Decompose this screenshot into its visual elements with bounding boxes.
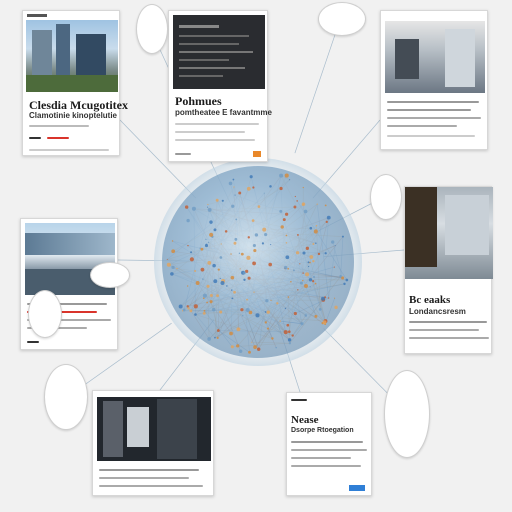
network-node: [304, 284, 308, 288]
network-node: [280, 320, 281, 321]
network-node: [314, 315, 317, 318]
article-card-bottom-left[interactable]: [92, 390, 214, 496]
network-node: [285, 255, 289, 259]
text-line: [29, 137, 41, 139]
network-node: [203, 297, 205, 299]
network-node: [279, 174, 283, 178]
network-node: [205, 239, 206, 240]
network-node: [213, 279, 217, 283]
network-node: [286, 235, 288, 237]
network-node: [276, 302, 278, 304]
text-line: [291, 465, 361, 467]
network-node: [312, 243, 314, 245]
network-node: [231, 297, 233, 299]
network-node: [342, 236, 344, 238]
network-node: [264, 233, 267, 236]
network-node: [233, 186, 234, 187]
network-node: [284, 330, 288, 334]
card-subtitle: Londancsresm: [409, 307, 466, 316]
network-node: [207, 261, 211, 265]
network-node: [253, 262, 254, 263]
text-line: [387, 109, 471, 111]
network-node: [316, 225, 317, 226]
text-line: [29, 125, 89, 127]
network-node: [214, 337, 216, 339]
network-node: [222, 200, 224, 202]
network-node: [306, 247, 309, 250]
network-node: [210, 294, 213, 297]
network-node: [199, 247, 200, 248]
network-node: [302, 202, 306, 206]
network-node: [288, 330, 291, 333]
text-line-red: [47, 137, 69, 139]
network-node: [210, 300, 213, 303]
network-node: [231, 289, 232, 290]
network-node: [334, 266, 335, 267]
text-line: [27, 341, 39, 343]
text-line: [409, 337, 489, 339]
network-node: [312, 260, 314, 262]
network-node: [279, 210, 282, 213]
network-node: [252, 186, 254, 188]
network-node: [207, 207, 208, 208]
network-node: [321, 297, 325, 301]
network-node: [291, 334, 293, 336]
network-node: [335, 245, 336, 246]
node-bubble-2[interactable]: [318, 2, 366, 36]
building-photo: [26, 20, 118, 92]
network-node: [252, 262, 256, 266]
network-node: [239, 253, 240, 254]
network-node: [187, 245, 188, 246]
network-node: [220, 256, 223, 259]
text-line: [175, 153, 191, 155]
network-node: [226, 285, 227, 286]
network-node: [250, 175, 253, 178]
network-node: [235, 219, 237, 221]
text-line: [99, 469, 199, 471]
network-node: [243, 272, 246, 275]
network-node: [209, 233, 213, 237]
network-node: [313, 276, 315, 278]
network-node: [167, 259, 168, 260]
network-node: [167, 263, 171, 267]
network-node: [225, 230, 228, 233]
network-node: [286, 324, 289, 327]
network-node: [243, 279, 245, 281]
text-line: [387, 101, 479, 103]
network-node: [281, 225, 284, 228]
text-line: [99, 485, 203, 487]
network-node: [304, 210, 308, 214]
network-node: [310, 286, 311, 287]
network-node: [182, 310, 183, 311]
network-node: [201, 268, 205, 272]
card-title: Bc eaaks: [409, 294, 451, 306]
network-node: [312, 280, 314, 282]
network-node: [285, 213, 288, 216]
network-node: [203, 294, 207, 298]
article-card-right-mid[interactable]: [404, 186, 492, 354]
article-card-top-center[interactable]: [168, 10, 272, 162]
text-line: [409, 321, 487, 323]
network-node: [257, 347, 260, 350]
network-node: [246, 308, 250, 312]
network-node: [325, 252, 327, 254]
network-node: [171, 266, 174, 269]
card-subtitle: pomtheatee E favantmme: [175, 108, 272, 117]
network-node: [187, 305, 189, 307]
network-node: [220, 281, 224, 285]
network-node: [326, 221, 328, 223]
network-node: [285, 308, 286, 309]
network-node: [302, 280, 303, 281]
network-node: [309, 255, 313, 259]
network-node: [234, 194, 235, 195]
network-node: [275, 347, 277, 349]
network-node: [231, 276, 235, 280]
network-node: [248, 236, 250, 238]
node-bubble-3[interactable]: [370, 174, 402, 220]
network-node: [297, 289, 298, 290]
network-node: [203, 312, 206, 315]
network-node: [265, 299, 268, 302]
network-node: [264, 193, 265, 194]
network-node: [216, 199, 219, 202]
network-node: [315, 243, 316, 244]
network-node: [339, 275, 342, 278]
network-node: [288, 296, 290, 298]
network-node: [216, 294, 219, 297]
text-line: [175, 139, 255, 141]
network-node: [299, 263, 300, 264]
network-node: [206, 285, 209, 288]
network-node: [251, 342, 252, 343]
network-node: [248, 277, 251, 280]
network-node: [246, 256, 250, 260]
network-node: [242, 315, 243, 316]
node-bubble-4[interactable]: [44, 364, 88, 430]
network-node: [270, 300, 271, 301]
text-line: [99, 477, 189, 479]
network-node: [293, 206, 296, 209]
network-node: [240, 308, 243, 311]
network-node: [300, 322, 303, 325]
network-node: [170, 272, 174, 276]
network-node: [267, 310, 270, 313]
article-card-top-right[interactable]: [380, 10, 488, 150]
network-node: [196, 281, 200, 285]
network-node: [212, 264, 216, 268]
network-node: [253, 345, 257, 349]
network-node: [209, 220, 212, 223]
network-node: [220, 278, 221, 279]
network-node: [305, 272, 309, 276]
network-node: [247, 187, 251, 191]
network-node: [318, 253, 320, 255]
network-node: [328, 297, 329, 298]
card-header-line: [27, 14, 47, 17]
network-node: [296, 200, 298, 202]
network-node: [248, 351, 251, 354]
network-node: [194, 304, 198, 308]
network-node: [190, 257, 194, 261]
network-node: [270, 244, 271, 245]
orange-badge: [253, 151, 261, 157]
network-node: [297, 234, 299, 236]
network-node: [315, 283, 317, 285]
network-node: [289, 342, 291, 344]
network-node: [190, 251, 192, 253]
network-node: [262, 242, 264, 244]
network-node: [234, 242, 237, 245]
card-title: Clesdia Mcugotitex: [29, 98, 128, 112]
network-sphere: [162, 166, 354, 358]
network-node: [231, 205, 234, 208]
network-node: [265, 321, 267, 323]
network-node: [319, 308, 322, 311]
network-node: [294, 312, 297, 315]
network-node: [305, 314, 308, 317]
network-node: [290, 281, 292, 283]
network-node: [334, 306, 337, 309]
network-node: [267, 328, 269, 330]
network-node: [192, 207, 196, 211]
network-node: [255, 313, 259, 317]
network-node: [185, 205, 188, 208]
network-node: [253, 291, 254, 292]
network-node: [221, 243, 222, 244]
network-node: [189, 309, 192, 312]
network-node: [194, 313, 197, 316]
building-interior-photo: [405, 187, 493, 279]
text-line: [387, 117, 481, 119]
network-node: [172, 240, 173, 241]
network-node: [285, 174, 289, 178]
network-node: [323, 320, 327, 324]
network-node: [206, 302, 208, 304]
network-node: [208, 208, 212, 212]
network-node: [293, 269, 295, 271]
network-node: [187, 285, 188, 286]
network-node: [202, 278, 204, 280]
network-node: [286, 242, 287, 243]
text-line: [291, 441, 363, 443]
text-line: [291, 399, 307, 401]
network-node: [303, 187, 304, 188]
network-node: [300, 282, 303, 285]
network-node: [325, 204, 327, 206]
network-node: [279, 187, 282, 190]
network-node: [200, 248, 203, 251]
network-node: [207, 204, 208, 205]
network-node: [229, 332, 233, 336]
network-node: [179, 304, 183, 308]
network-node: [302, 272, 303, 273]
network-node: [207, 337, 211, 341]
network-node: [295, 196, 296, 197]
network-node: [236, 327, 240, 331]
network-node: [176, 268, 177, 269]
text-line: [387, 135, 475, 137]
network-node: [208, 242, 210, 244]
network-node: [308, 261, 310, 263]
network-node: [230, 253, 231, 254]
network-node: [246, 299, 248, 301]
network-node: [214, 228, 217, 231]
card-title: Nease: [291, 414, 319, 426]
network-node: [302, 251, 305, 254]
network-node: [288, 338, 292, 342]
network-node: [205, 244, 208, 247]
text-line: [387, 125, 457, 127]
network-node: [327, 216, 331, 220]
text-line: [175, 123, 259, 125]
article-card-top-left[interactable]: [22, 10, 128, 156]
network-node: [309, 227, 312, 230]
network-node: [255, 233, 258, 236]
network-node: [289, 179, 290, 180]
network-node: [258, 205, 261, 208]
network-node: [234, 238, 237, 241]
server-room-photo: [97, 397, 211, 461]
text-line: [291, 449, 367, 451]
network-node: [265, 311, 267, 313]
network-node: [229, 182, 233, 186]
network-node: [204, 310, 206, 312]
node-bubble-5[interactable]: [384, 370, 430, 458]
network-node: [236, 344, 239, 347]
network-node: [239, 350, 242, 353]
network-node: [346, 279, 349, 282]
dark-interface-panel: [173, 15, 265, 89]
network-node: [194, 270, 196, 272]
network-node: [317, 204, 318, 205]
network-node: [233, 179, 235, 181]
network-node: [219, 310, 222, 313]
network-node: [231, 345, 234, 348]
network-node: [253, 249, 256, 252]
network-node: [308, 266, 309, 267]
node-bubble-6[interactable]: [90, 262, 130, 288]
network-node: [218, 268, 220, 270]
network-node: [296, 251, 299, 254]
network-node: [217, 337, 219, 339]
card-title: Pohmues: [175, 94, 222, 108]
network-node: [217, 329, 220, 332]
network-node: [262, 228, 266, 232]
interior-photo: [385, 21, 485, 93]
network-node: [186, 219, 189, 222]
network-node: [238, 191, 241, 194]
card-connector: [295, 20, 340, 153]
network-node: [309, 278, 312, 281]
card-subtitle: Dsorpe Rtoegation: [291, 427, 354, 434]
network-node: [271, 337, 273, 339]
network-node: [233, 291, 236, 294]
card-subtitle: Clamotinie kinoptelutie: [29, 111, 118, 120]
text-line: [175, 131, 245, 133]
network-node: [240, 268, 241, 269]
blue-button[interactable]: [349, 485, 365, 491]
network-node: [212, 308, 216, 312]
network-node: [331, 240, 334, 243]
network-node: [269, 185, 272, 188]
network-node: [252, 219, 255, 222]
network-node: [253, 244, 256, 247]
network-node: [343, 283, 345, 285]
text-line: [29, 149, 109, 151]
article-card-bottom-right[interactable]: [286, 392, 372, 496]
text-line: [291, 457, 351, 459]
node-bubble-1[interactable]: [136, 4, 168, 54]
node-bubble-7[interactable]: [28, 290, 62, 338]
network-node: [268, 263, 272, 267]
network-node: [171, 249, 175, 253]
text-line: [409, 329, 479, 331]
network-node: [241, 253, 244, 256]
network-node: [334, 298, 335, 299]
network-node: [284, 266, 288, 270]
network-node: [314, 229, 318, 233]
network-node: [287, 268, 289, 270]
network-node: [283, 218, 286, 221]
